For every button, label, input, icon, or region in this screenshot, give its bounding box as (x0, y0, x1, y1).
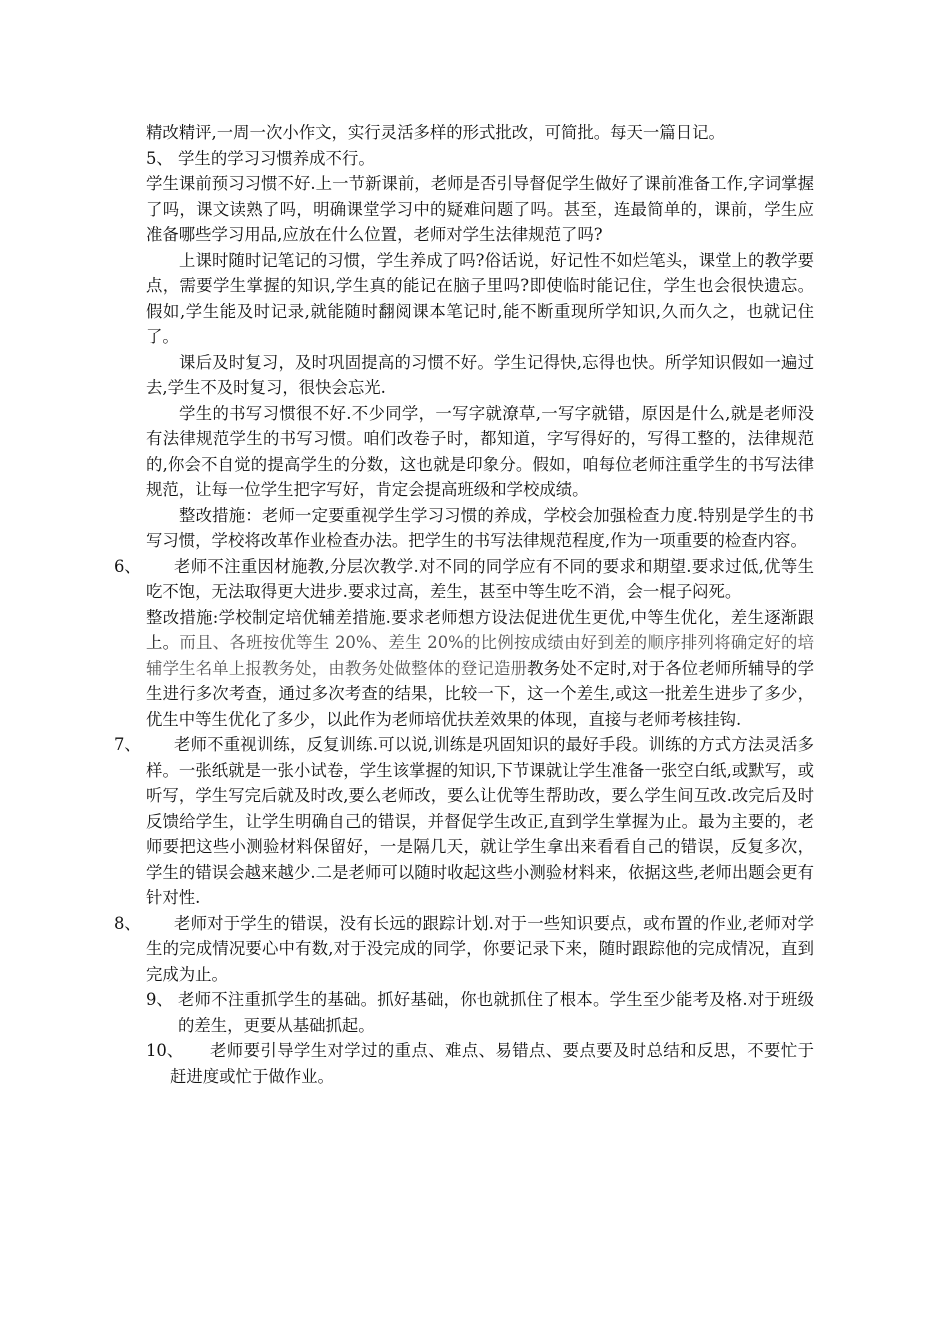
list-item-5 (146, 146, 814, 172)
list-number-6: 6、 (114, 556, 141, 576)
list-number-7: 7、 (114, 735, 141, 754)
paragraph-measure-1: 整改措施：老师一定要重视学生学习习惯的养成，学校会加强检查力度.特别是学生的书写习惯，学校将改革作业检查办法。把学生的书写法律规范程度,作为一项重要的检查内容。 (146, 505, 814, 550)
measure-2-part-a: 整改措施:学校制定培优辅差措施.要求老师想方设法促进优生更优,中等生优化，差生逐渐跟上。 (146, 607, 814, 652)
list-text-5: 学生的学习习惯养成不行。 (178, 148, 375, 168)
list-item-10 (146, 1038, 814, 1089)
list-text-9: 老师不注重抓学生的基础。抓好基础，你也就抓住了根本。学生至少能考及格.对于班级的差生，更要从基础抓起。 (178, 990, 814, 1035)
list-text-7: 老师不重视训练，反复训练.可以说,训练是巩固知识的最好手段。训练的方式方法灵活多样。一张纸就是一张小试卷，学生该掌握的知识,下节课就让学生准备一张空白纸,或默写，或听写，学生写完后就及时改,要么老师改，要么让优等生帮助改，要么学生间互改.改完后及时反馈给学生，让学生明确自己的错误，并督促学生改正,直到学生掌握为止。最为主要的，老师要把这些小测验材料保留好，一是隔几天，就让学生拿出来看看自己的错误，反复多次，学生的错误会越来越少.二是老师可以随时收起这些小测验材料来，依据这些,老师出题会更有针对性. (146, 735, 814, 907)
document-body (114, 120, 815, 1089)
list-number-10: 10、 (146, 1041, 184, 1060)
list-text-10: 老师要引导学生对学过的重点、难点、易错点、要点要及时总结和反思，不要忙于赶进度或忙于做作业。 (170, 1041, 814, 1086)
paragraph-writing-habit: 学生的书写习惯很不好.不少同学，一写字就潦草,一写字就错，原因是什么,就是老师没有法律规范学生的书写习惯。咱们改卷子时，都知道，字写得好的，写得工整的，法律规范的,你会不自觉的提高学生的分数，这也就是印象分。假如，咱每位老师注重学生的书写法律规范，让每一位学生把字写好，肯定会提高班级和学校成绩。 (146, 403, 814, 499)
paragraph-top-line: 精改精评,一周一次小作文，实行灵活多样的形式批改，可简批。每天一篇日记。 (146, 123, 725, 142)
list-number-9: 9、 (146, 990, 173, 1009)
list-item-9 (146, 987, 814, 1038)
list-text-6: 老师不注重因材施教,分层次教学.对不同的同学应有不同的要求和期望.要求过低,优等生吃不饱，无法取得更大进步.要求过高，差生，甚至中等生吃不消，会一棍子闷死。 (146, 556, 814, 601)
measure-2-part-c: 教务处不定时,对于各位老师所辅导的学生进行多次考查，通过多次考查的结果，比较一下，这一个差生,或这一批差生进步了多少，优生中等生优化了多少，以此作为老师培优扶差效果的体现，直接与老师考核挂钩. (146, 658, 815, 729)
paragraph-review-habit: 课后及时复习，及时巩固提高的习惯不好。学生记得快,忘得也快。所学知识假如一遍过去,学生不及时复习，很快会忘光. (146, 352, 814, 397)
list-item-8 (114, 911, 814, 988)
list-number-8: 8、 (114, 913, 141, 933)
list-text-8: 老师对于学生的错误，没有长远的跟踪计划.对于一些知识要点，或布置的作业,老师对学生的完成情况要心中有数,对于没完成的同学，你要记录下来，随时跟踪他的完成情况，直到完成为止。 (146, 913, 814, 984)
list-item-6 (114, 554, 814, 605)
paragraph-notes-habit: 上课时随时记笔记的习惯，学生养成了吗?俗话说，好记性不如烂笔头，课堂上的教学要点，需要学生掌握的知识,学生真的能记在脑子里吗?即使临时能记住，学生也会很快遗忘。假如,学生能及时记录,就能随时翻阅课本笔记时,能不断重现所学知识,久而久之，也就记住了。 (146, 250, 814, 346)
list-number-5: 5、 (146, 148, 173, 168)
list-item-7 (114, 732, 814, 911)
measure-2-part-b: 而且、各班按优等生 20%、差生 20%的比例按成绩由好到差的顺序排列将确定好的培辅学生名单上报教务处，由教务处做整体的登记造册 (146, 633, 815, 678)
paragraph-measure-2 (146, 605, 814, 733)
paragraph-preview-habit: 学生课前预习习惯不好.上一节新课前，老师是否引导督促学生做好了课前准备工作,字词掌握了吗，课文读熟了吗，明确课堂学习中的疑难问题了吗。甚至，连最简单的，课前，学生应准备哪些学习用品,应放在什么位置，老师对学生法律规范了吗? (146, 174, 814, 244)
